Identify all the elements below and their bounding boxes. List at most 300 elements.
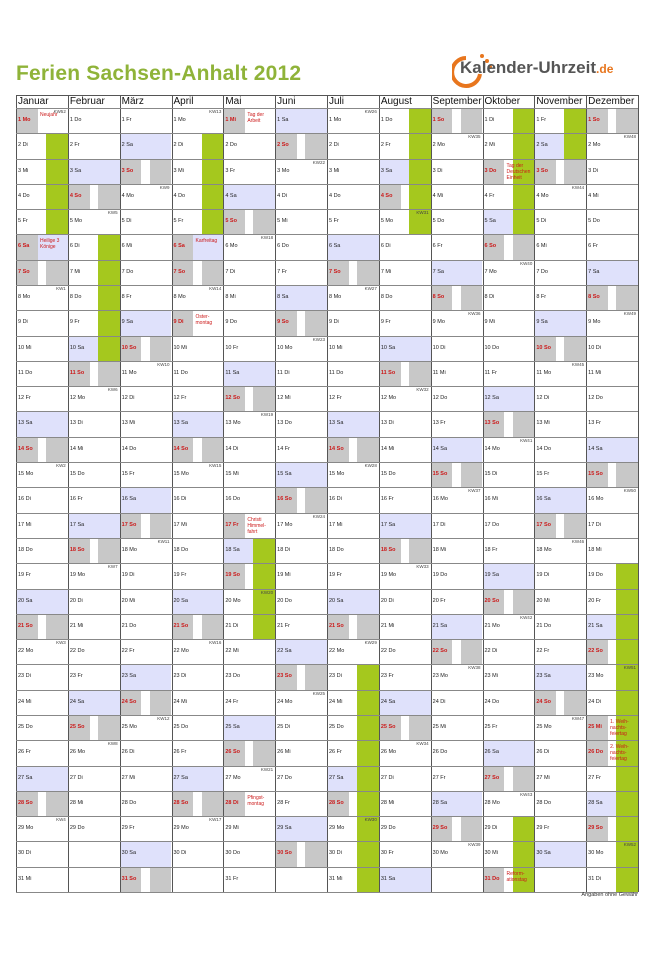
day-label: 6 So [484, 243, 497, 250]
day-label: 27 Sa [18, 774, 33, 781]
day-cell [431, 766, 483, 791]
day-label: 7 Sa [432, 268, 444, 275]
day-label: 11 Mi [588, 369, 602, 376]
holiday-marker [409, 715, 431, 740]
day-label: 17 Do [484, 521, 500, 528]
day-label: 26 Mo [69, 749, 86, 756]
day-label: 27 Mo [225, 774, 241, 781]
day-cell [483, 159, 535, 184]
holiday-marker [305, 664, 327, 689]
day-cell [327, 234, 379, 259]
day-cell [275, 386, 327, 411]
vacation-marker [46, 133, 68, 158]
logo-tld: .de [596, 62, 614, 76]
day-cell [16, 715, 68, 740]
day-label: 3 Sa [380, 167, 393, 174]
holiday-marker [409, 361, 431, 386]
day-cell [534, 841, 586, 866]
day-label: 10 Sa [380, 344, 396, 351]
vacation-marker [564, 133, 586, 158]
day-cell [534, 133, 586, 158]
week-number: KW18 [260, 235, 274, 241]
day-cell [120, 361, 172, 386]
holiday-marker [513, 766, 535, 791]
day-label: 7 So [329, 268, 341, 275]
day-cell [223, 791, 275, 816]
day-label: 22 Sa [277, 648, 292, 655]
day-cell [68, 184, 120, 209]
day-label: 22 Mo [173, 648, 189, 655]
day-label: 2 Fr [69, 142, 80, 149]
day-cell [275, 664, 327, 689]
day-label: 3 Mi [173, 167, 184, 174]
day-label: 30 Di [18, 850, 31, 857]
day-label: 16 Sa [536, 496, 551, 503]
day-label: 1 Fr [536, 117, 547, 123]
day-cell [483, 816, 535, 841]
day-label: 11 Do [329, 369, 344, 376]
day-cell [483, 310, 535, 335]
day-label: 19 Fr [18, 572, 31, 579]
vacation-marker [46, 184, 68, 209]
day-cell [68, 538, 120, 563]
day-cell [379, 209, 431, 234]
day-label: 14 Sa [588, 445, 603, 452]
day-label: 3 Sa [69, 167, 82, 174]
day-cell [483, 234, 535, 259]
grid-line [16, 639, 638, 640]
day-label: 30 Sa [536, 850, 551, 857]
day-label: 28 Di [225, 799, 239, 806]
day-cell [534, 538, 586, 563]
grid-line [534, 95, 535, 892]
day-label: 26 So [225, 749, 241, 756]
day-label: 7 Mi [69, 268, 81, 275]
day-label: 5 Di [121, 218, 132, 225]
day-label: 18 Do [173, 546, 189, 553]
day-label: 9 Mo [588, 319, 601, 326]
day-cell [16, 690, 68, 715]
day-cell [534, 234, 586, 259]
day-label: 11 So [69, 369, 85, 376]
day-cell [327, 108, 379, 133]
day-cell [483, 336, 535, 361]
holiday-marker [46, 437, 68, 462]
day-cell [16, 260, 68, 285]
day-cell [68, 766, 120, 791]
day-label: 5 Mo [69, 218, 83, 225]
day-cell [68, 310, 120, 335]
day-cell [431, 816, 483, 841]
day-cell [483, 664, 535, 689]
day-label: 18 Do [18, 546, 33, 553]
day-cell [120, 766, 172, 791]
vacation-marker [357, 690, 379, 715]
day-cell [275, 791, 327, 816]
day-cell [327, 487, 379, 512]
vacation-marker [513, 108, 535, 133]
day-label: 12 Mi [277, 395, 291, 402]
day-label: 2 Do [225, 142, 237, 149]
grid-line [16, 791, 638, 792]
day-label: 27 Sa [329, 774, 344, 781]
day-label: 4 Sa [225, 192, 237, 199]
day-cell [379, 133, 431, 158]
week-number: KW32 [416, 387, 429, 393]
day-label: 11 Di [277, 369, 290, 376]
day-cell [275, 639, 327, 664]
day-label: 17 So [536, 521, 552, 528]
day-label: 16 Di [18, 496, 31, 503]
day-label: 7 So [18, 268, 30, 275]
day-cell [120, 462, 172, 487]
day-cell [223, 614, 275, 639]
day-label: 27 Fr [588, 774, 601, 781]
day-cell [172, 108, 224, 133]
day-cell [483, 133, 535, 158]
day-cell [275, 108, 327, 133]
vacation-marker [46, 209, 68, 234]
day-cell [172, 513, 224, 538]
day-cell [68, 437, 120, 462]
day-label: 12 Sa [484, 395, 499, 402]
day-cell [483, 487, 535, 512]
day-label: 1 Do [69, 117, 82, 123]
day-cell [586, 234, 638, 259]
month-header-mai: Mai [225, 96, 242, 107]
week-number: KW49 [623, 311, 636, 317]
day-cell [534, 159, 586, 184]
day-label: 22 Mi [225, 648, 239, 655]
day-cell [68, 740, 120, 765]
day-label: 4 Mi [432, 192, 444, 199]
day-cell [275, 260, 327, 285]
day-cell [172, 285, 224, 310]
day-label: 10 Fr [225, 344, 239, 351]
day-label: 12 Fr [329, 395, 342, 402]
day-label: 28 So [173, 799, 189, 806]
day-label: 27 Sa [173, 774, 188, 781]
day-label: 16 Fr [69, 496, 83, 503]
day-cell [483, 563, 535, 588]
day-label: 31 So [121, 875, 137, 882]
day-label: 26 Fr [18, 749, 31, 756]
day-cell [68, 159, 120, 184]
day-label: 24 Di [588, 698, 601, 705]
day-label: 18 Di [277, 546, 290, 553]
day-cell [275, 336, 327, 361]
holiday-marker [357, 437, 379, 462]
day-label: 6 Di [380, 243, 391, 250]
day-label: 7 Mi [380, 268, 392, 275]
day-label: 21 Mo [484, 622, 500, 629]
day-cell [379, 336, 431, 361]
day-cell [327, 437, 379, 462]
day-cell [223, 766, 275, 791]
day-label: 16 Sa [121, 496, 137, 503]
day-cell [275, 487, 327, 512]
grid-line [16, 285, 638, 286]
grid-line [16, 108, 638, 109]
day-label: 26 Di [536, 749, 550, 756]
day-label: 9 Di [18, 319, 28, 326]
day-label: 15 Sa [277, 471, 292, 478]
day-cell [16, 285, 68, 310]
week-number: KW20 [260, 589, 274, 595]
day-label: 22 Do [380, 648, 396, 655]
month-header-dezember: Dezember [588, 96, 635, 107]
day-label: 11 Fr [484, 369, 497, 376]
week-number: KW38 [468, 665, 481, 671]
day-label: 13 Sa [18, 420, 33, 427]
grid-line [16, 310, 638, 311]
day-cell [16, 538, 68, 563]
day-label: 31 Mi [18, 875, 32, 882]
day-cell [431, 589, 483, 614]
day-label: 7 Do [536, 268, 548, 275]
day-cell [431, 740, 483, 765]
vacation-marker [98, 336, 120, 361]
day-cell [120, 513, 172, 538]
week-number: KW37 [468, 488, 481, 494]
day-cell [586, 614, 638, 639]
day-label: 14 So [329, 445, 344, 452]
day-cell [586, 867, 638, 892]
day-cell [327, 260, 379, 285]
vacation-marker [616, 614, 638, 639]
day-label: 26 Do [432, 749, 448, 756]
day-cell [275, 614, 327, 639]
vacation-marker [616, 816, 638, 841]
day-cell [483, 715, 535, 740]
day-label: 3 Di [588, 167, 598, 174]
day-label: 30 Mi [484, 850, 498, 857]
day-label: 29 Fr [121, 825, 135, 832]
day-label: 15 Do [380, 471, 396, 478]
day-label: 4 Fr [484, 192, 495, 199]
day-cell [223, 234, 275, 259]
day-cell [172, 563, 224, 588]
day-label: 12 Do [432, 395, 448, 402]
day-label: 13 So [484, 420, 500, 427]
day-label: 21 Sa [588, 622, 603, 629]
day-label: 12 Fr [173, 395, 187, 402]
day-label: 4 Mi [588, 192, 599, 199]
day-label: 14 Mo [484, 445, 500, 452]
day-cell [275, 184, 327, 209]
vacation-marker [409, 184, 431, 209]
day-label: 8 Mo [329, 294, 342, 301]
day-label: 3 Fr [225, 167, 236, 174]
day-cell [223, 589, 275, 614]
day-cell [68, 816, 120, 841]
day-cell [172, 411, 224, 436]
day-cell [16, 159, 68, 184]
day-label: 29 Mi [225, 825, 239, 832]
day-cell [379, 791, 431, 816]
day-cell [327, 411, 379, 436]
day-cell [223, 740, 275, 765]
day-label: 8 Sa [277, 294, 289, 301]
vacation-marker [98, 260, 120, 285]
day-label: 24 So [121, 698, 137, 705]
day-label: 13 Di [69, 420, 83, 427]
holiday-marker [461, 285, 483, 310]
day-label: 5 Di [536, 218, 547, 225]
holiday-marker [253, 740, 275, 765]
day-label: 18 Fr [484, 546, 498, 553]
day-cell [275, 437, 327, 462]
grid-line [379, 95, 380, 892]
day-label: 7 So [173, 268, 186, 275]
day-cell [68, 462, 120, 487]
week-number: KW40 [520, 260, 533, 266]
grid-line [16, 95, 638, 96]
day-label: 20 Do [277, 597, 292, 604]
day-cell [327, 209, 379, 234]
day-label: 29 Mo [173, 825, 189, 832]
day-label: 13 Sa [173, 420, 188, 427]
grid-line [16, 664, 638, 665]
day-cell [120, 260, 172, 285]
grid-line [16, 209, 638, 210]
day-cell [586, 563, 638, 588]
grid-line [68, 95, 69, 892]
logo-text[interactable] [460, 58, 613, 78]
holiday-marker [513, 589, 535, 614]
day-cell [172, 690, 224, 715]
day-cell [379, 715, 431, 740]
vacation-marker [616, 867, 638, 892]
vacation-marker [513, 184, 535, 209]
day-label: 16 Do [225, 496, 241, 503]
page-title: Ferien Sachsen-Anhalt 2012 [16, 62, 302, 85]
day-cell [483, 437, 535, 462]
day-label: 18 So [69, 546, 85, 553]
grid-line [172, 95, 173, 892]
vacation-marker [616, 639, 638, 664]
holiday-marker [564, 159, 586, 184]
holiday-marker [46, 791, 68, 816]
calendar-grid [16, 95, 638, 892]
day-cell [327, 715, 379, 740]
day-cell [379, 538, 431, 563]
day-cell [534, 437, 586, 462]
day-cell [534, 589, 586, 614]
holiday-marker [461, 108, 483, 133]
day-cell [68, 715, 120, 740]
day-label: 19 Di [536, 572, 550, 579]
grid-line [327, 95, 328, 892]
grid-line [16, 462, 638, 463]
day-cell [120, 336, 172, 361]
day-label: 25 Sa [225, 723, 240, 730]
day-label: 19 Mo [380, 572, 397, 579]
day-label: 24 Sa [380, 698, 396, 705]
week-number: KW44 [571, 184, 585, 190]
day-cell [223, 159, 275, 184]
vacation-marker [564, 108, 586, 133]
holiday-marker [513, 234, 535, 259]
day-label: 27 Di [69, 774, 83, 781]
day-label: 27 Do [277, 774, 292, 781]
day-cell [379, 740, 431, 765]
day-label: 15 Fr [536, 471, 550, 478]
holiday-marker [46, 614, 68, 639]
day-cell [68, 487, 120, 512]
day-cell [534, 740, 586, 765]
day-cell [431, 209, 483, 234]
day-cell [275, 563, 327, 588]
day-label: 11 Mi [432, 369, 446, 376]
day-label: 21 So [173, 622, 189, 629]
day-cell [223, 513, 275, 538]
day-cell [120, 690, 172, 715]
day-label: 19 Do [432, 572, 448, 579]
week-number: KW1 [56, 286, 66, 292]
day-cell [223, 336, 275, 361]
holiday-marker [305, 133, 327, 158]
day-cell [172, 310, 224, 335]
day-label: 6 Mi [536, 243, 547, 250]
day-cell [120, 159, 172, 184]
day-cell [16, 209, 68, 234]
day-label: 5 Fr [18, 218, 28, 225]
day-label: 20 Sa [18, 597, 33, 604]
holiday-marker [202, 260, 224, 285]
day-label: 20 Fr [588, 597, 601, 604]
week-number: KW41 [520, 437, 533, 443]
day-cell [223, 209, 275, 234]
day-label: 26 Fr [173, 749, 187, 756]
day-cell [379, 614, 431, 639]
day-label: 29 Fr [536, 825, 550, 832]
day-cell [120, 184, 172, 209]
day-label: 15 Fr [121, 471, 135, 478]
day-cell [379, 437, 431, 462]
day-label: 16 So [277, 496, 292, 503]
week-number: KW28 [364, 463, 377, 469]
day-label: 9 Mi [484, 319, 495, 326]
day-label: 10 Di [588, 344, 601, 351]
day-label: 14 So [18, 445, 33, 452]
day-label: 17 Sa [69, 521, 85, 528]
month-header-februar: Februar [69, 96, 105, 107]
day-label: 17 Di [588, 521, 601, 528]
month-header-juli: Juli [329, 96, 345, 107]
day-label: 14 Do [121, 445, 137, 452]
day-cell [431, 841, 483, 866]
day-label: 2 Mi [484, 142, 495, 149]
day-label: 25 Fr [484, 723, 498, 730]
day-label: 3 Do [484, 167, 497, 174]
grid-line [16, 766, 638, 767]
day-label: 25 Do [329, 723, 344, 730]
day-cell [483, 260, 535, 285]
vacation-marker [253, 538, 275, 563]
day-label: 22 Fr [536, 648, 550, 655]
day-label: 28 Fr [277, 799, 290, 806]
week-number: KW46 [571, 538, 585, 544]
day-label: 20 Mi [536, 597, 550, 604]
day-label: 28 Do [121, 799, 137, 806]
day-label: 11 Sa [225, 369, 240, 376]
day-cell [586, 285, 638, 310]
day-cell [16, 563, 68, 588]
day-label: 21 Do [536, 622, 552, 629]
day-cell [379, 639, 431, 664]
day-cell [586, 159, 638, 184]
